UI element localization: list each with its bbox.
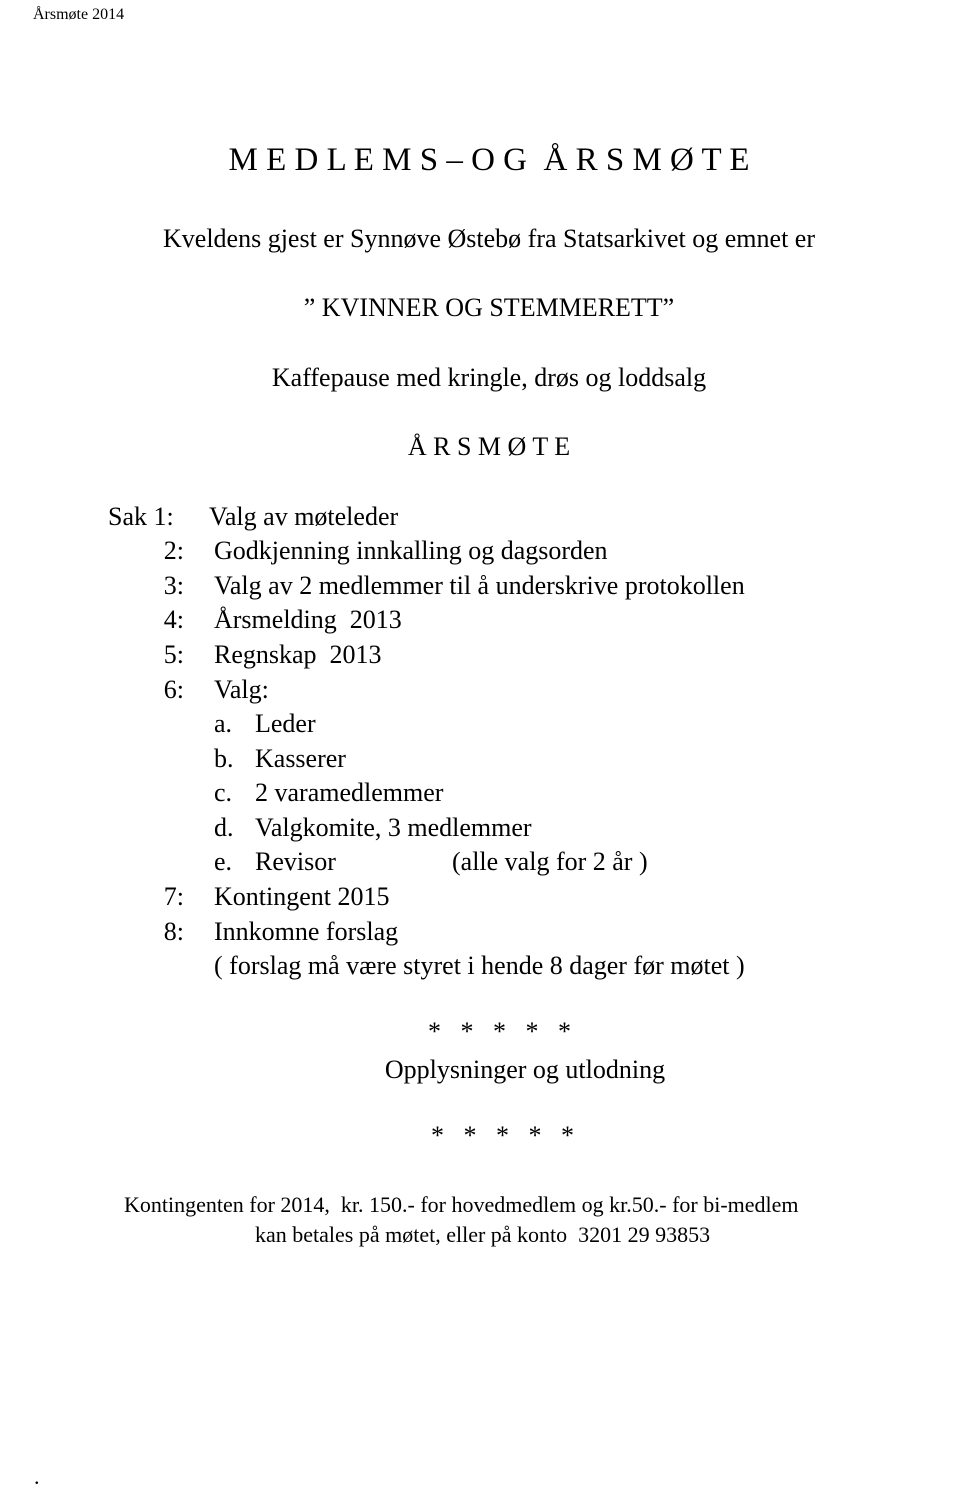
election-note: (alle valg for 2 år ) (452, 847, 648, 876)
sub-item-d-letter: d. (214, 813, 234, 842)
agenda-item-4-number: 4: (163, 605, 184, 634)
sub-item-a: Leder (255, 709, 316, 738)
agenda-item-3: Valg av 2 medlemmer til å underskrive protokollen (214, 571, 745, 600)
agenda-item-6: Valg: (214, 675, 269, 704)
fee-line-2: kan betales på møtet, eller på konto 3201 29 93853 (255, 1222, 711, 1247)
agenda-item-2-number: 2: (163, 536, 184, 565)
sub-item-e-letter: e. (214, 847, 233, 876)
sub-item-e: Revisor (255, 847, 336, 876)
sub-item-c: 2 varamedlemmer (255, 778, 444, 807)
agenda-item-5-number: 5: (163, 640, 184, 669)
agenda-item-8: Innkomne forslag (214, 917, 399, 946)
agenda-item-7: Kontingent 2015 (214, 882, 390, 911)
agenda-item-1: Valg av møteleder (209, 502, 399, 531)
agenda-sak-label: Sak 1: (108, 502, 174, 531)
annual-meeting-heading: Å R S M Ø T E (407, 432, 571, 461)
proposal-note: ( forslag må være styret i hende 8 dager før møtet ) (214, 951, 745, 980)
trailing-dot: . (34, 1464, 40, 1489)
agenda-item-5: Regnskap 2013 (214, 640, 382, 669)
sub-item-b: Kasserer (255, 744, 346, 773)
star-divider-bottom: * * * * * (431, 1121, 574, 1150)
page-title: M E D L E M S – O G Å R S M Ø T E (228, 142, 750, 178)
star-divider-top: * * * * * (428, 1017, 571, 1046)
topic-title: ” KVINNER OG STEMMERETT” (303, 293, 675, 322)
agenda-item-7-number: 7: (163, 882, 184, 911)
agenda-item-2: Godkjenning innkalling og dagsorden (214, 536, 608, 565)
sub-item-c-letter: c. (214, 778, 233, 807)
fee-line-1: Kontingenten for 2014, kr. 150.- for hovedmedlem og kr.50.- for bi-medlem (124, 1192, 799, 1217)
agenda-item-3-number: 3: (163, 571, 184, 600)
guest-line: Kveldens gjest er Synnøve Østebø fra Statsarkivet og emnet er (163, 224, 815, 253)
sub-item-a-letter: a. (214, 709, 233, 738)
sub-item-d: Valgkomite, 3 medlemmer (255, 813, 532, 842)
coffee-break-line: Kaffepause med kringle, drøs og loddsalg (271, 363, 707, 392)
agenda-item-6-number: 6: (163, 675, 184, 704)
info-line: Opplysninger og utlodning (384, 1055, 666, 1084)
sub-item-b-letter: b. (214, 744, 234, 773)
agenda-item-4: Årsmelding 2013 (214, 605, 402, 634)
agenda-item-8-number: 8: (163, 917, 184, 946)
header-note: Årsmøte 2014 (33, 6, 125, 23)
